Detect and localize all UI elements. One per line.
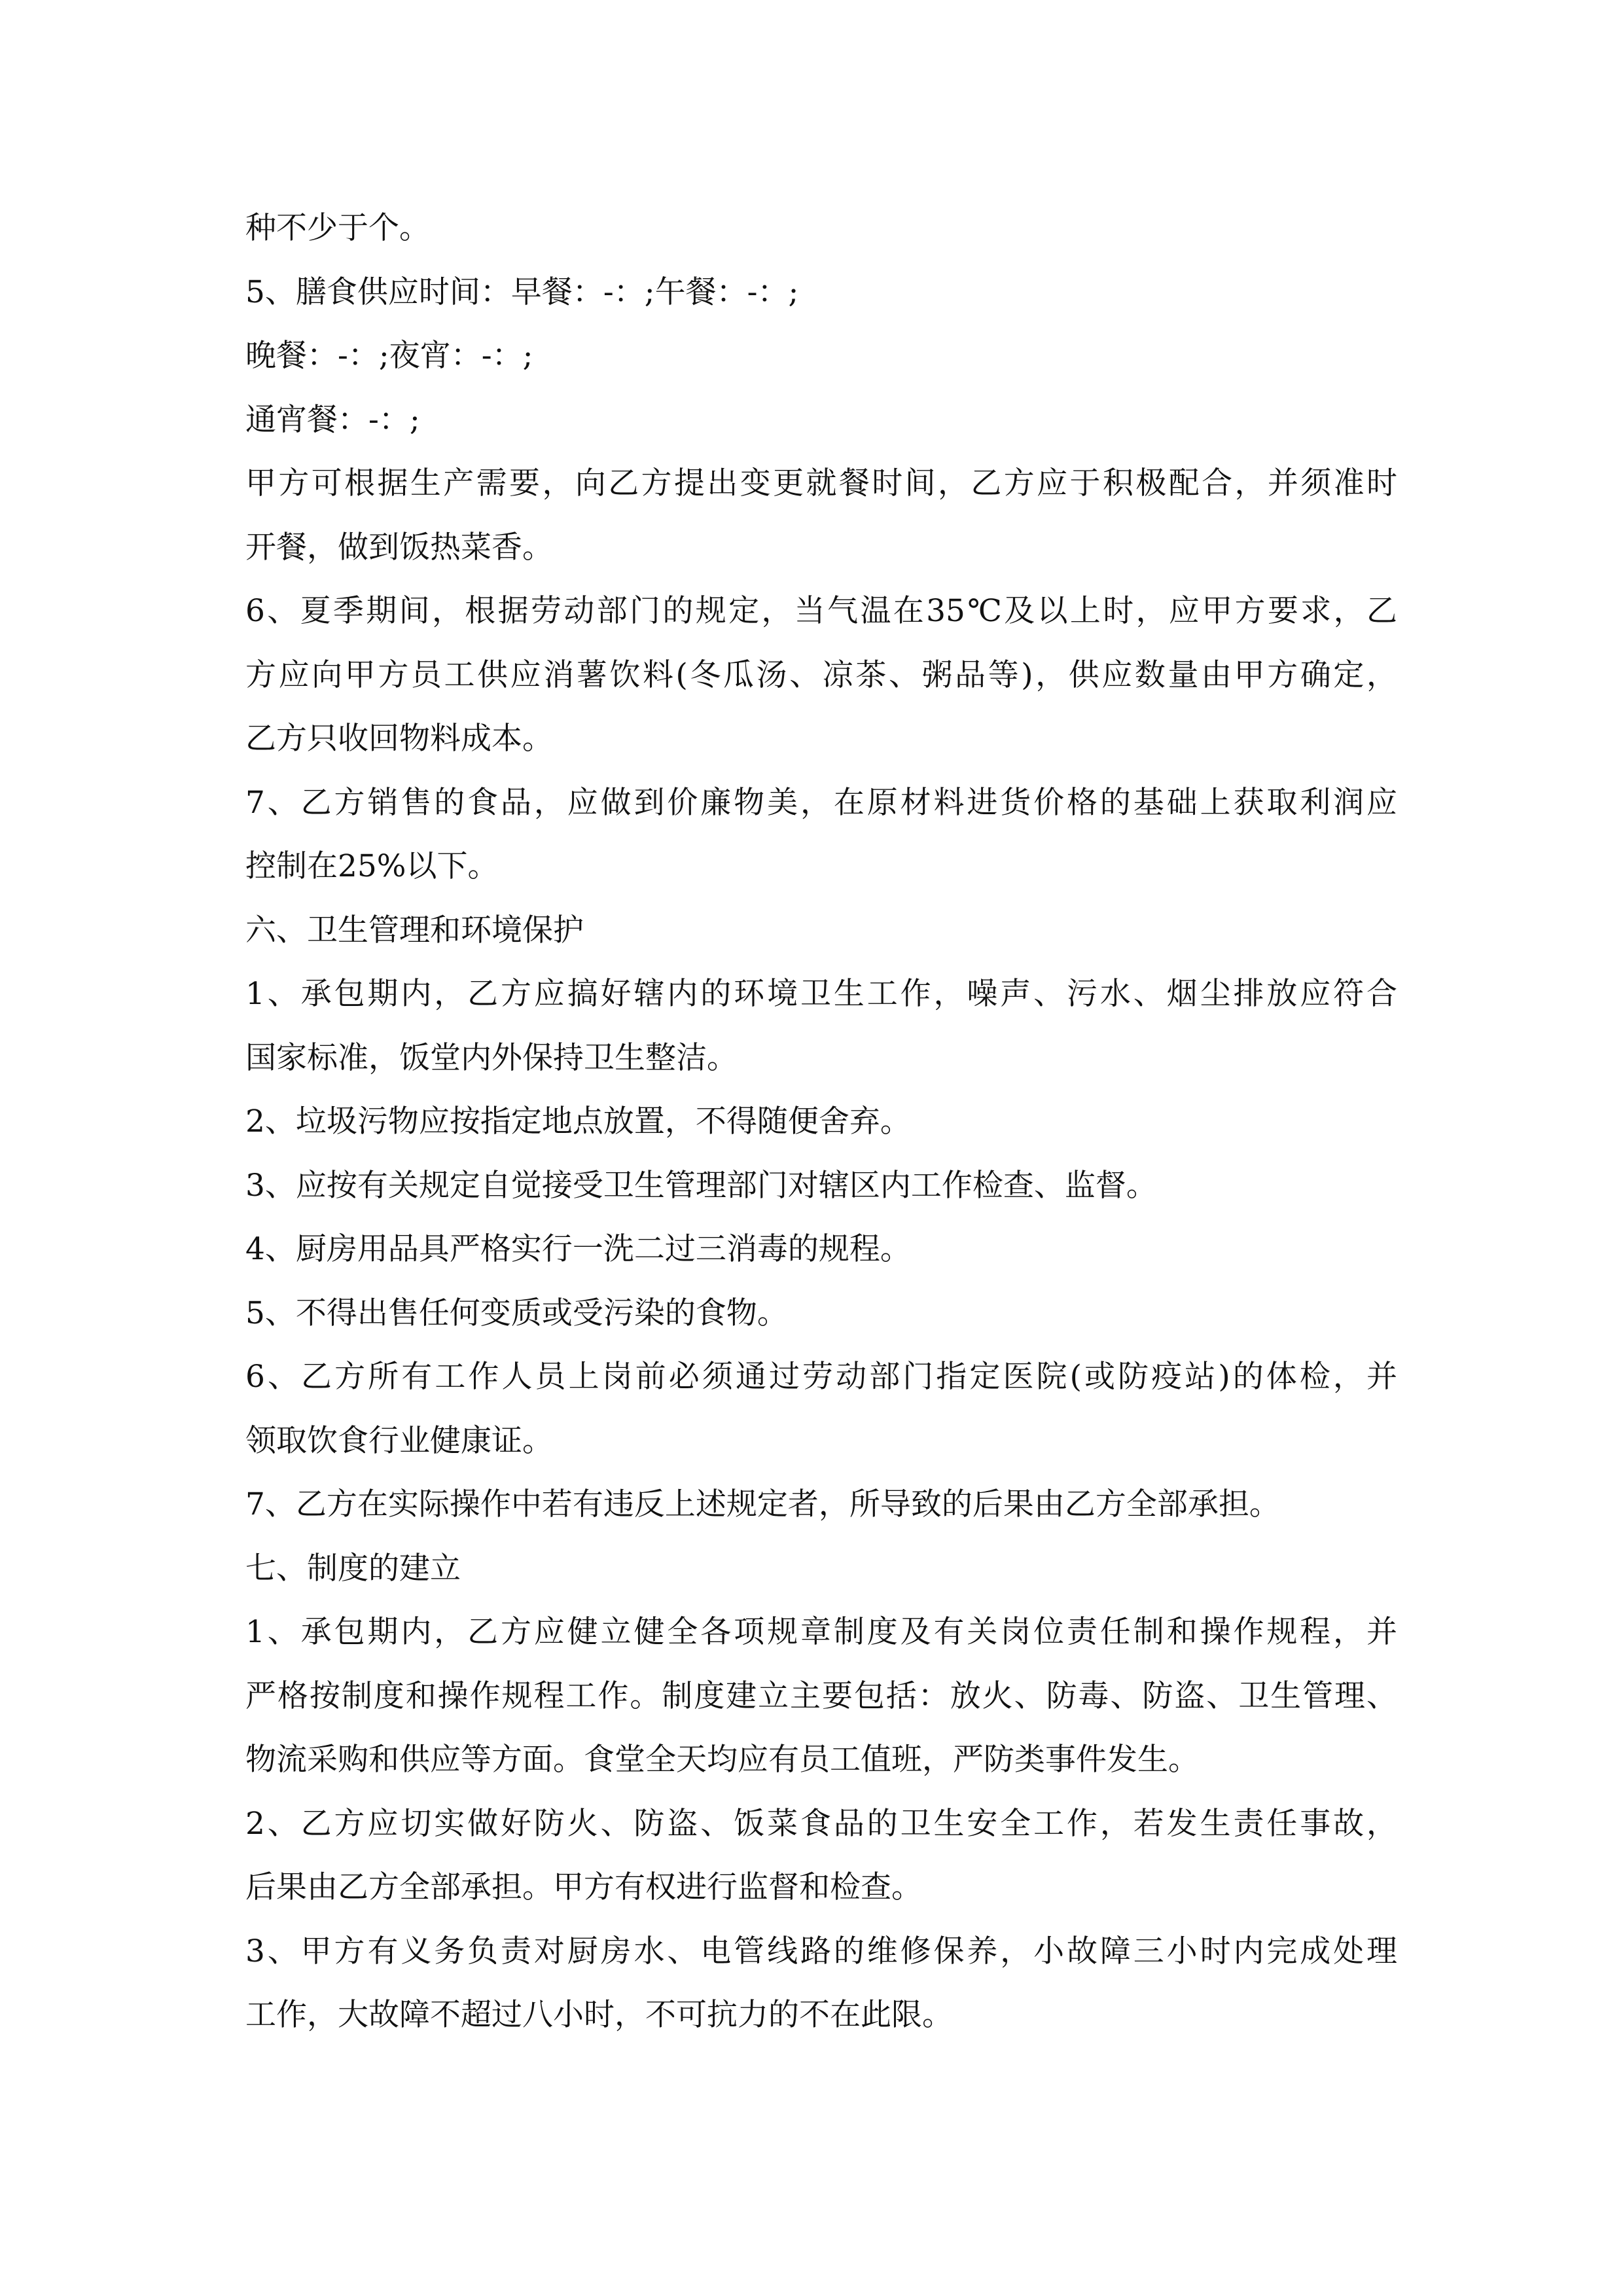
- text-line: 后果由乙方全部承担。甲方有权进行监督和检查。: [245, 1869, 922, 1905]
- contract-body-text: [245, 196, 1397, 2047]
- text-line: 4、厨房用品具严格实行一洗二过三消毒的规程。: [245, 1231, 911, 1267]
- text-line: 甲方可根据生产需要，向乙方提出变更就餐时间，乙方应于积极配合，并须准时: [245, 465, 1397, 501]
- text-line: 控制在25%以下。: [245, 848, 499, 884]
- text-line: 5、膳食供应时间：早餐：-：;午餐：-：;: [245, 274, 799, 310]
- text-line: 6、乙方所有工作人员上岗前必须通过劳动部门指定医院(或防疫站)的体检，并: [245, 1359, 1397, 1395]
- text-line: 乙方只收回物料成本。: [245, 721, 553, 757]
- text-line: 7、乙方在实际操作中若有违反上述规定者，所导致的后果由乙方全部承担。: [245, 1486, 1280, 1522]
- text-line: 3、甲方有义务负责对厨房水、电管线路的维修保养，小故障三小时内完成处理: [245, 1933, 1397, 1969]
- text-line: 2、垃圾污物应按指定地点放置，不得随便舍弃。: [245, 1103, 911, 1139]
- text-line: 7、乙方销售的食品，应做到价廉物美，在原材料进货价格的基础上获取利润应: [245, 784, 1397, 821]
- text-line: 通宵餐：-：;: [245, 401, 420, 438]
- text-line: 方应向甲方员工供应消薯饮料(冬瓜汤、凉茶、粥品等)，供应数量由甲方确定，: [245, 656, 1397, 693]
- text-line: 3、应按有关规定自觉接受卫生管理部门对辖区内工作检查、监督。: [245, 1167, 1157, 1204]
- text-line: 5、不得出售任何变质或受污染的食物。: [245, 1295, 788, 1331]
- text-line: 七、制度的建立: [245, 1550, 461, 1587]
- text-line: 1、承包期内，乙方应搞好辖内的环境卫生工作，噪声、污水、烟尘排放应符合: [245, 976, 1397, 1012]
- text-line: 严格按制度和操作规程工作。制度建立主要包括：放火、防毒、防盗、卫生管理、: [245, 1677, 1397, 1714]
- text-line: 种不少于个。: [245, 210, 430, 246]
- text-line: 物流采购和供应等方面。食堂全天均应有员工值班，严防类事件发生。: [245, 1742, 1199, 1778]
- text-line: 六、卫生管理和环境保护: [245, 912, 584, 948]
- text-line: 晚餐：-：;夜宵：-：;: [245, 338, 533, 374]
- text-line: 领取饮食行业健康证。: [245, 1422, 553, 1459]
- text-line: 6、夏季期间，根据劳动部门的规定，当气温在35℃及以上时，应甲方要求，乙: [245, 593, 1397, 629]
- text-line: 国家标准，饭堂内外保持卫生整洁。: [245, 1039, 738, 1076]
- text-line: 2、乙方应切实做好防火、防盗、饭菜食品的卫生安全工作，若发生责任事故，: [245, 1805, 1397, 1842]
- text-line: 工作，大故障不超过八小时，不可抗力的不在此限。: [245, 1997, 953, 2033]
- text-line: 1、承包期内，乙方应健立健全各项规章制度及有关岗位责任制和操作规程，并: [245, 1614, 1397, 1650]
- text-line: 开餐，做到饭热菜香。: [245, 529, 553, 565]
